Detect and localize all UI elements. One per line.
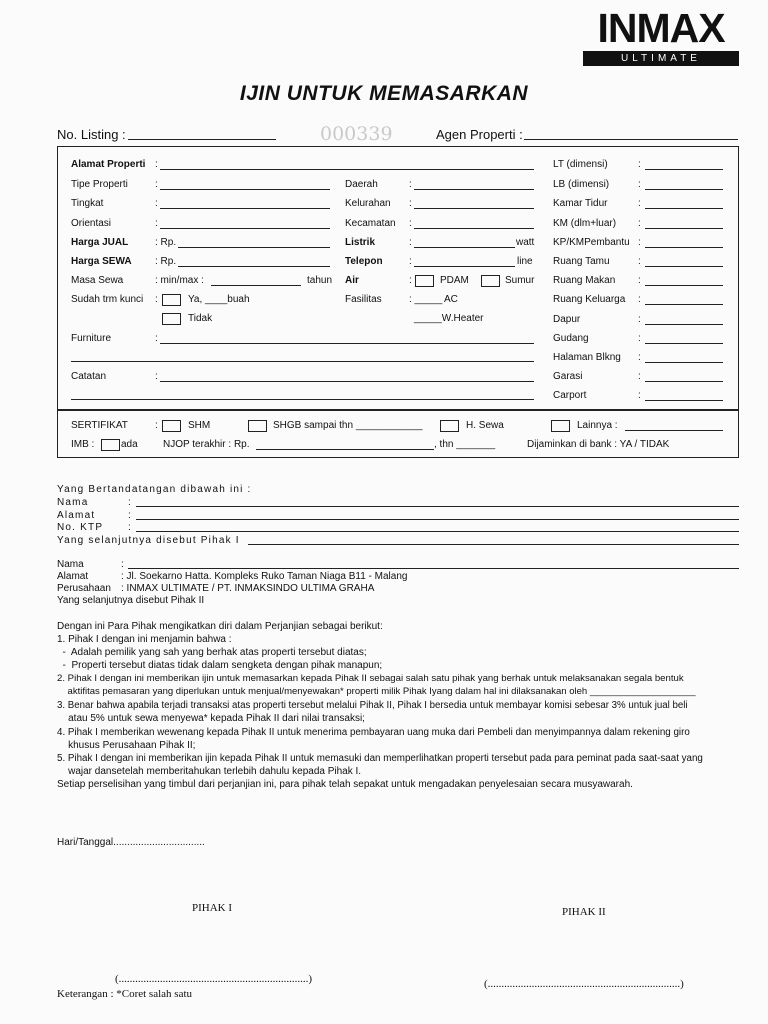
label-carport: Carport [553,390,587,401]
colon: : [638,179,641,190]
label-harga-jual: Harga JUAL [71,237,129,248]
terms-line: 5. Pihak I dengan ini memberikan ijin kepada Pihak II untuk memasuki dan memperlihatkan properti tersebut pada para peminat pada saat-saat yang [57,753,703,764]
ya-label: Ya, ____buah [188,294,250,305]
terms-line: wajar dansetelah memberitahukan terlebih dahulu kepada Pihak I. [57,766,362,777]
party2-outro: Yang selanjutnya disebut Pihak II [57,595,205,606]
party2-nama-field[interactable] [128,568,739,569]
carport-field[interactable] [645,400,723,401]
lb-field[interactable] [645,189,723,190]
colon: : [638,333,641,344]
label-ruang-makan: Ruang Makan [553,275,616,286]
listing-field[interactable] [128,139,276,140]
ya-checkbox[interactable] [162,294,181,306]
form-title: IJIN UNTUK MEMASARKAN [239,82,529,105]
tingkat-field[interactable] [160,208,330,209]
ruang-makan-field[interactable] [645,285,723,286]
logo-brand: INMAX [597,5,725,51]
party2-perusahaan-label: Perusahaan [57,583,111,594]
label-dapur: Dapur [553,314,581,325]
catatan-field-2[interactable] [71,399,534,400]
shgb-label: SHGB sampai thn ____________ [273,420,423,431]
label-garasi: Garasi [553,371,583,382]
catatan-field[interactable] [160,381,534,382]
min-max-label: : min/max : [155,275,204,286]
party1-outro-line [248,544,739,545]
label-kelurahan: Kelurahan [345,198,391,209]
terms-line: 4. Pihak I memberikan wewenang kepada Pihak II untuk menerima pembayaran uang muka dari Pembeli dan menyimpannya dalam rekening giro [57,727,690,738]
label-ruang-keluarga: Ruang Keluarga [553,294,626,305]
colon: : [409,275,412,286]
label-sudah-trm-kunci: Sudah trm kunci [71,294,144,305]
rp-sewa: : Rp. [155,256,177,267]
keterangan-note: Keterangan : *Coret salah satu [57,988,193,1000]
daerah-field[interactable] [414,189,534,190]
label-tipe-properti: Tipe Properti [71,179,128,190]
colon: : [155,420,158,431]
label-kecamatan: Kecamatan [345,218,396,229]
label-gudang: Gudang [553,333,589,344]
party1-nama-label: Nama [57,497,89,508]
pihak2-signature-line[interactable]: (......................................................................) [484,978,684,990]
colon: : [128,497,131,508]
kecamatan-field[interactable] [414,228,534,229]
agent-field[interactable] [524,139,738,140]
furniture-field-2[interactable] [71,361,534,362]
label-kp: KP/KMPembantu [553,237,630,248]
label-catatan: Catatan [71,371,107,382]
party2-perusahaan-value: : INMAX ULTIMATE / PT. INMAKSINDO ULTIMA GRAHA [121,583,375,594]
colon: : [638,314,641,325]
colon: : [638,159,641,170]
colon: : [155,333,158,344]
label-telepon: Telepon [345,256,383,267]
colon: : [638,198,641,209]
orientasi-field[interactable] [160,228,330,229]
listrik-field[interactable] [414,247,515,248]
tahun-label: tahun [307,275,333,286]
label-masa-sewa: Masa Sewa [71,275,124,286]
telepon-field[interactable] [414,266,515,267]
party2-alamat-label: Alamat [57,571,89,582]
rp-jual: : Rp. [155,237,177,248]
ada-label: ada [121,439,138,450]
hsewa-checkbox[interactable] [440,420,459,432]
pihak1-label: PIHAK I [192,902,233,914]
colon: : [638,352,641,363]
colon: : [155,159,158,170]
label-ruang-tamu: Ruang Tamu [553,256,610,267]
agent-label: Agen Properti : [436,127,523,142]
colon: : [638,371,641,382]
colon: : [409,179,412,190]
shm-label: SHM [188,420,211,431]
colon: : [128,510,131,521]
terms-line: Setiap perselisihan yang timbul dari perjanjian ini, para pihak telah sepakat untuk mengadakan penyelesaian secara musyawarah. [57,779,633,790]
ac-label: AC [444,294,458,305]
pdam-label: PDAM [440,275,469,286]
label-harga-sewa: Harga SEWA [71,256,132,267]
terms-line: - Adalah pemilik yang sah yang berhak atas properti tersebut diatas; [57,647,367,658]
label-halaman: Halaman Blkng [553,352,621,363]
harga-sewa-field[interactable] [178,266,330,267]
label-daerah: Daerah [345,179,378,190]
label-km: KM (dlm+luar) [553,218,617,229]
tidak-label: Tidak [188,313,213,324]
colon: : [155,179,158,190]
terms-line: 2. Pihak I dengan ini memberikan ijin untuk memasarkan kepada Pihak II sebagai salah satu pihak yang berhak untuk melaksanakan segala bentuk [57,673,684,684]
sumur-label: Sumur [505,275,535,286]
party1-intro: Yang Bertandatangan dibawah ini : [57,484,252,495]
listing-label: No. Listing : [57,127,126,142]
halaman-field[interactable] [645,362,723,363]
terms-line: khusus Perusahaan Pihak II; [57,740,196,751]
colon: : [121,559,124,570]
party2-alamat-value: : Jl. Soekarno Hatta. Kompleks Ruko Taman Niaga B11 - Malang [121,571,408,582]
km-field[interactable] [645,228,723,229]
party1-ktp-label: No. KTP [57,522,104,533]
njop-field[interactable] [256,449,434,450]
masa-sewa-field[interactable] [211,285,301,286]
pdam-checkbox[interactable] [415,275,434,287]
colon: : [155,294,158,305]
colon: : [638,390,641,401]
dijaminkan-label: Dijaminkan di bank : YA / TIDAK [527,439,670,450]
colon: : [155,198,158,209]
terms-line: Dengan ini Para Pihak mengikatkan diri dalam Perjanjian sebagai berikut: [57,621,383,632]
ruang-keluarga-field[interactable] [645,304,723,305]
garasi-field[interactable] [645,381,723,382]
lainnya-field[interactable] [625,430,723,431]
logo-tagline: ULTIMATE [583,51,739,66]
njop-label: NJOP terakhir : Rp. [163,439,250,450]
colon: : [638,218,641,229]
party1-alamat-label: Alamat [57,510,96,521]
wheater-label: _____W.Heater [414,313,484,324]
label-furniture: Furniture [71,333,112,344]
colon: : [409,218,412,229]
tidak-checkbox[interactable] [162,313,181,325]
colon: : [638,256,641,267]
dapur-field[interactable] [645,324,723,325]
label-imb: IMB : [71,439,95,450]
colon: : [155,218,158,229]
terms-line: 3. Benar bahwa apabila terjadi transaksi atas properti tersebut melalui Pihak II, Pihak I bersedia untuk membayar komisi sebesar 3% untuk jual beli [57,700,688,711]
sumur-checkbox[interactable] [481,275,500,287]
furniture-field[interactable] [160,343,534,344]
alamat-properti-field[interactable] [160,169,534,170]
inmax-logo [583,6,739,64]
gudang-field[interactable] [645,343,723,344]
kp-field[interactable] [645,247,723,248]
label-alamat-properti: Alamat Properti [71,159,146,170]
hari-tanggal: Hari/Tanggal................................. [57,837,205,848]
shgb-checkbox[interactable] [248,420,267,432]
pihak2-label: PIHAK II [562,906,606,918]
terms-line: - Properti tersebut diatas tidak dalam sengketa dengan pihak manapun; [57,660,383,671]
label-fasilitas: Fasilitas [345,294,382,305]
party1-nama-field[interactable] [136,506,739,507]
watt-label: watt [516,237,535,248]
pihak1-signature-line[interactable]: (.....................................................................) [115,973,313,985]
thn-label: , thn _______ [434,439,496,450]
label-listrik: Listrik [345,237,376,248]
party1-alamat-field[interactable] [136,519,739,520]
colon: : [638,275,641,286]
party2-nama-label: Nama [57,559,84,570]
imb-ada-checkbox[interactable] [101,439,120,451]
listing-number: 000339 [320,123,393,145]
kelurahan-field[interactable] [414,208,534,209]
label-lb: LB (dimensi) [553,179,610,190]
label-orientasi: Orientasi [71,218,112,229]
label-air: Air [345,275,359,286]
label-sertifikat: SERTIFIKAT [71,420,128,431]
colon: : [409,256,412,267]
tipe-properti-field[interactable] [160,189,330,190]
colon: : [155,371,158,382]
label-kamar-tidur: Kamar Tidur [553,198,608,209]
lainnya-checkbox[interactable] [551,420,570,432]
terms-line: atau 5% untuk sewa menyewa* kepada Pihak II dari nilai transaksi; [57,713,365,724]
ac-prefix: : _____ [409,294,443,305]
terms-line: aktifitas pemasaran yang diperlukan untuk menjual/menyewakan* properti milik Pihak Iyang dalam hal ini dilaksanakan oleh ____________________ [57,686,696,697]
colon: : [638,294,641,305]
colon: : [638,237,641,248]
kamar-tidur-field[interactable] [645,208,723,209]
colon: : [409,198,412,209]
lainnya-label: Lainnya : [577,420,618,431]
ruang-tamu-field[interactable] [645,266,723,267]
certificate-box [57,410,739,458]
terms-line: 1. Pihak I dengan ini menjamin bahwa : [57,634,232,645]
party1-outro: Yang selanjutnya disebut Pihak I [57,535,240,546]
colon: : [128,522,131,533]
hsewa-label: H. Sewa [466,420,504,431]
shm-checkbox[interactable] [162,420,181,432]
line-label: line [517,256,533,267]
label-lt: LT (dimensi) [553,159,608,170]
label-tingkat: Tingkat [71,198,104,209]
party1-ktp-field[interactable] [136,531,739,532]
colon: : [409,237,412,248]
harga-jual-field[interactable] [178,247,330,248]
lt-field[interactable] [645,169,723,170]
